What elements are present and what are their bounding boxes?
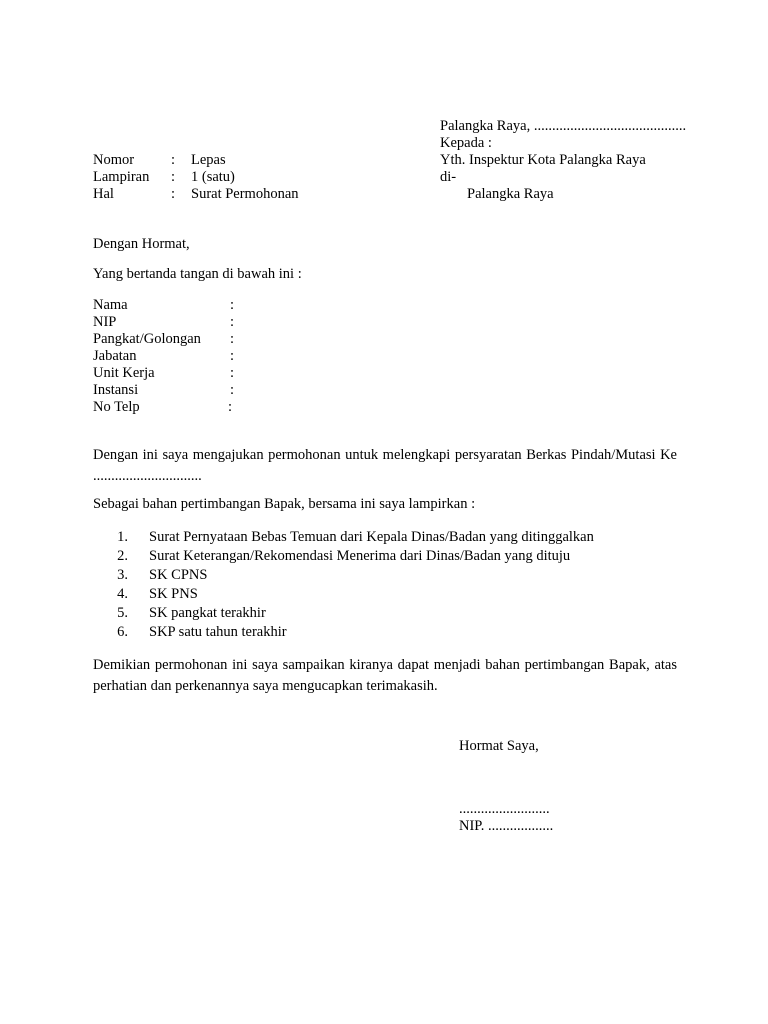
field-colon: : [230, 365, 235, 381]
meta-value: 1 (satu) [191, 169, 235, 185]
meta-key: Hal [93, 186, 114, 202]
list-number: 4. [117, 586, 128, 602]
signature-nip-line: NIP. .................. [459, 818, 554, 834]
closing-paragraph: Demikian permohonan ini saya sampaikan kiranya dapat menjadi bahan pertimbangan Bapak, atas perhatian dan perkenannya saya mengucapkan terimakasih. [93, 657, 677, 694]
list-text: SK CPNS [149, 567, 208, 583]
field-colon: : [230, 297, 235, 313]
recipient-city: Palangka Raya [467, 186, 554, 202]
greeting: Dengan Hormat, [93, 236, 190, 252]
recipient-addressee: Yth. Inspektur Kota Palangka Raya [440, 152, 646, 168]
signature-salutation: Hormat Saya, [459, 738, 539, 754]
field-label: Instansi [93, 382, 139, 398]
field-label: Nama [93, 297, 128, 313]
signature-name-line: ......................... [459, 801, 550, 817]
field-label: No Telp [93, 399, 140, 415]
list-text: Surat Pernyataan Bebas Temuan dari Kepala Dinas/Badan yang ditinggalkan [149, 529, 594, 545]
recipient-label: Kepada : [440, 135, 492, 151]
meta-value: Lepas [191, 152, 226, 168]
field-colon: : [230, 382, 235, 398]
list-number: 3. [117, 567, 128, 583]
field-label: Jabatan [93, 348, 137, 364]
intro-text: Yang bertanda tangan di bawah ini : [93, 266, 302, 282]
meta-key: Lampiran [93, 169, 150, 185]
field-colon: : [228, 399, 233, 415]
recipient-di: di- [440, 169, 457, 185]
field-label: NIP [93, 314, 117, 330]
list-text: Surat Keterangan/Rekomendasi Menerima dari Dinas/Badan yang dituju [149, 548, 571, 564]
list-number: 5. [117, 605, 128, 621]
place-date: Palangka Raya, .......................................... [440, 118, 687, 134]
meta-colon: : [171, 152, 176, 168]
list-number: 2. [117, 548, 128, 564]
list-text: SK PNS [149, 586, 198, 602]
list-text: SKP satu tahun terakhir [149, 624, 287, 640]
list-number: 6. [117, 624, 128, 640]
meta-colon: : [171, 186, 176, 202]
field-label: Unit Kerja [93, 365, 155, 381]
list-text: SK pangkat terakhir [149, 605, 266, 621]
field-colon: : [230, 348, 235, 364]
request-paragraph: Dengan ini saya mengajukan permohonan untuk melengkapi persyaratan Berkas Pindah/Mutasi Ke .............................. [93, 447, 677, 484]
field-colon: : [230, 331, 235, 347]
meta-value: Surat Permohonan [191, 186, 299, 202]
meta-colon: : [171, 169, 176, 185]
attachments-intro: Sebagai bahan pertimbangan Bapak, bersama ini saya lampirkan : [93, 496, 476, 512]
field-colon: : [230, 314, 235, 330]
meta-key: Nomor [93, 152, 135, 168]
list-number: 1. [117, 529, 128, 545]
field-label: Pangkat/Golongan [93, 331, 201, 347]
